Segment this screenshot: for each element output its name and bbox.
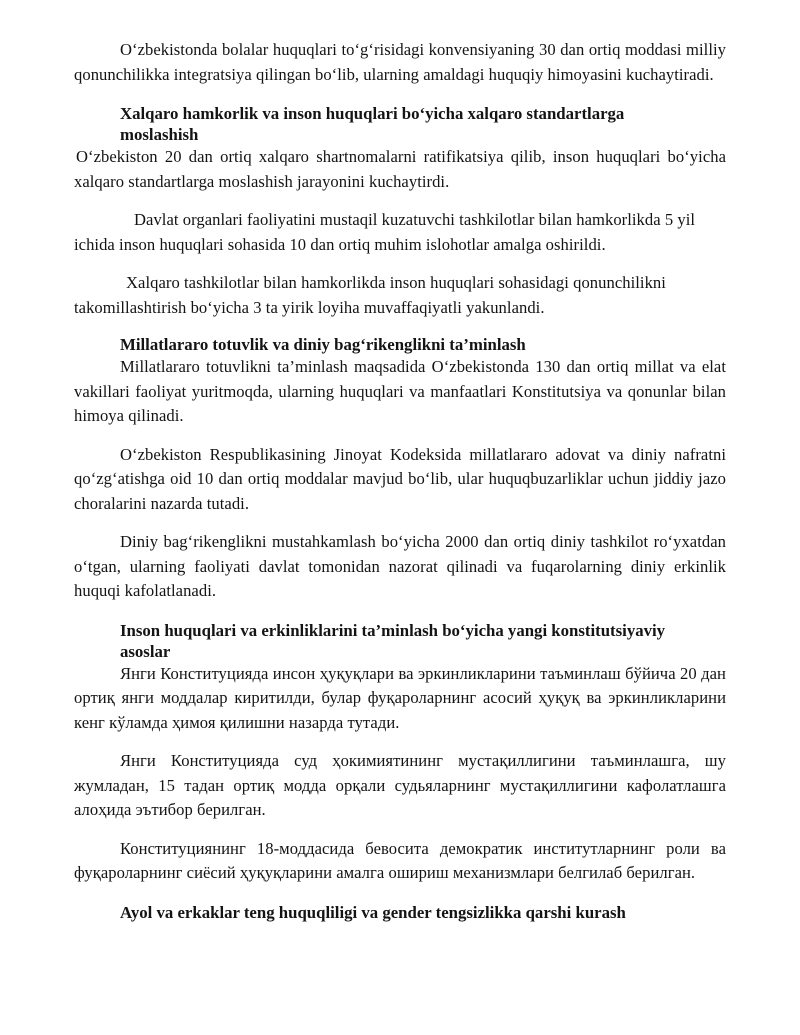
paragraph-judicial-independence: Янги Конституцияда суд ҳокимиятининг мустақиллигини таъминлашга, шу жумладан, 15 тадан ортиқ модда орқали судьяларнинг мустақиллигини кафолатлашга алоҳида эътибор берилган. <box>74 751 726 819</box>
paragraph-nationalities: Millatlararo totuvlikni ta’minlash maqsadida O‘zbekistonda 130 dan ortiq millat va elat vakillari faoliyat yuritmoqda, ularning huquqlari va manfaatlari Konstitutsiya va qonunlar bilan himoya qilinadi. <box>74 357 726 425</box>
paragraph-children-rights: O‘zbekistonda bolalar huquqlari to‘g‘risidagi konvensiyaning 30 dan ortiq moddasi milliy qonunchilikka integratsiya qilingan bo‘lib, ularning amaldagi huquqiy himoyasini kuchaytiradi. <box>74 40 726 84</box>
heading-interethnic-harmony: Millatlararo totuvlik va diniy bag‘rikenglikni ta’minlash <box>120 335 526 354</box>
heading-international-cooperation: Xalqaro hamkorlik va inson huquqlari bo‘yicha xalqaro standartlarga moslashish <box>120 104 625 144</box>
paragraph-projects: Xalqaro tashkilotlar bilan hamkorlikda inson huquqlari sohasidagi qonunchilikni takomillashtirish bo‘yicha 3 ta yirik loyiha muvaffaqiyatli yakunlandi. <box>74 273 666 317</box>
paragraph-new-articles: Янги Конституцияда инсон ҳуқуқлари ва эркинликларини таъминлаш бўйича 20 дан ортиқ янги моддалар киритилди, булар фуқароларнинг асосий ҳуқуқ ва эркинликларини кенг кўламда ҳимоя қилишни назарда тутади. <box>74 663 726 732</box>
heading-gender-equality: Ayol va erkaklar teng huquqliligi va gender tengsizlikka qarshi kurash <box>120 902 626 922</box>
heading-constitutional-foundations: Inson huquqlari va erkinliklarini ta’minlash bo‘yicha yangi konstitutsiyaviy asoslar <box>120 620 666 661</box>
paragraph-treaties-ratification: O‘zbekiston 20 dan ortiq xalqaro shartnomalarni ratifikatsiya qilib, inson huquqlari bo‘yicha xalqaro standartlarga moslashish jarayonini kuchaytirdi. <box>74 147 726 191</box>
document-page <box>74 38 726 923</box>
paragraph-religious-organizations: Diniy bag‘rikenglikni mustahkamlash bo‘yicha 2000 dan ortiq diniy tashkilot ro‘yxatdan o‘tgan, ularning faoliyati davlat tomonidan nazorat qilinadi va fuqarolarning diniy erkinlik huquqi kafolatlanadi. <box>74 532 726 600</box>
paragraph-criminal-code: O‘zbekiston Respublikasining Jinoyat Kodeksida millatlararo adovat va diniy nafratni qo‘zg‘atishga oid 10 dan ortiq moddalar mavjud bo‘lib, ular huquqbuzarliklar uchun jiddiy jazo choralarini nazarda tutadi. <box>74 444 726 513</box>
paragraph-reforms: Davlat organlari faoliyatini mustaqil kuzatuvchi tashkilotlar bilan hamkorlikda 5 yil ichida inson huquqlari sohasida 10 dan ortiq muhim islohotlar amalga oshirildi. <box>74 210 696 254</box>
paragraph-article-18: Конституциянинг 18-моддасида бевосита демократик институтларнинг роли ва фуқароларнинг сиёсий ҳуқуқларини амалга ошириш механизмлари белгилаб берилган. <box>74 838 726 882</box>
